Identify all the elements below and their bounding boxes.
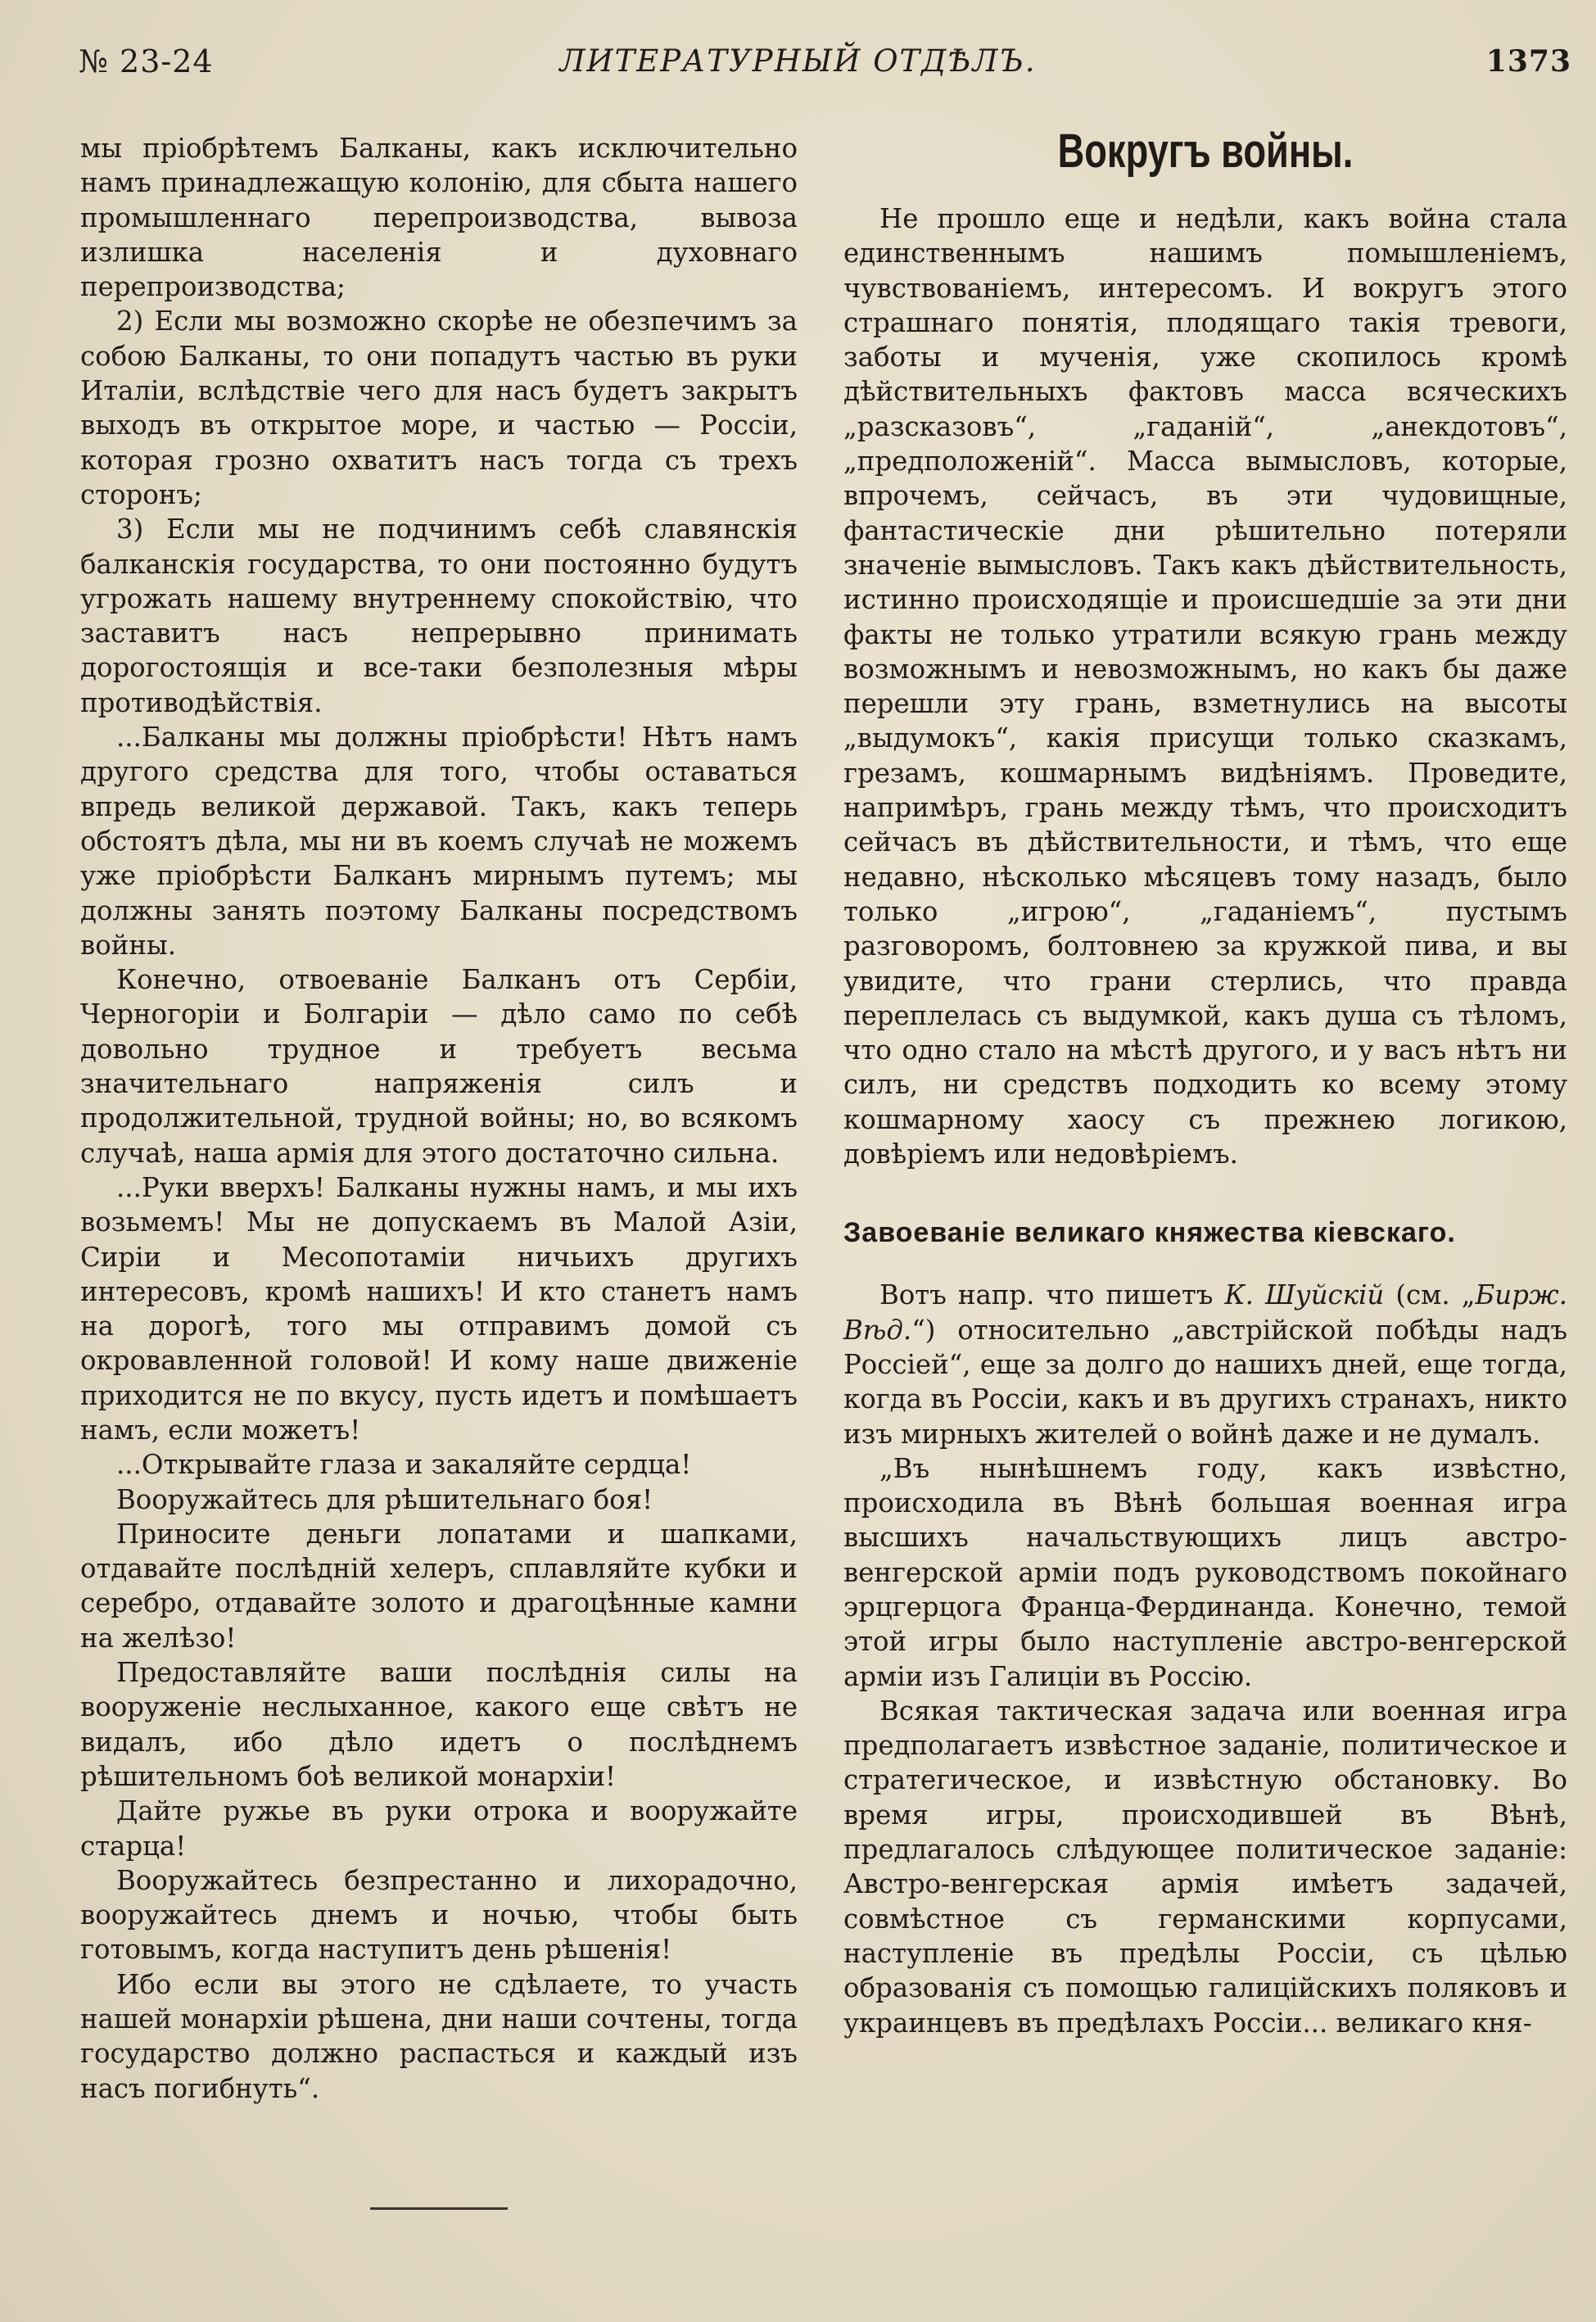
source-name: Бирж. Вѣд. xyxy=(843,1279,1567,1346)
section-title: Завоеваніе великаго княжества кіевскаго. xyxy=(843,1217,1456,1249)
paragraph: 2) Если мы возможно скорѣе не обезпечимъ за собою Балканы, то они попадутъ частью въ руки Италіи, вслѣдствіе чего для насъ будетъ закрытъ выходъ въ открытое море, и частью — Россіи, которая грозно охватитъ насъ тогда съ трехъ сторонъ; xyxy=(80,306,798,510)
paragraph: Вооружайтесь безпрестанно и лихорадочно, вооружайтесь днемъ и ночью, чтобы быть готовымъ, когда наступитъ день рѣшенія! xyxy=(80,1864,798,1966)
paragraph: ...Открывайте глаза и закаляйте сердца! xyxy=(116,1449,692,1481)
end-divider xyxy=(370,2207,508,2210)
paragraph: Ибо если вы этого не сдѣлаете, то участь нашей монархіи рѣшена, дни наши сочтены, тогда государство должно распасться и каждый изъ насъ погибнуть“. xyxy=(80,1968,798,2104)
paragraph: Конечно, отвоеваніе Балканъ отъ Сербіи, Черногоріи и Болгаріи — дѣло само по себѣ довольно трудное и требуетъ весьма значительнаго напряженія силъ и продолжительной, трудной войны; но, во всякомъ случаѣ, наша армія для этого достаточно сильна. xyxy=(80,964,798,1169)
right-column xyxy=(843,123,1567,2040)
left-column xyxy=(80,131,798,2106)
issue-number: № 23-24 xyxy=(79,43,214,79)
paragraph: 3) Если мы не подчинимъ себѣ славянскія балканскія государства, то они постоянно будутъ угрожать нашему внутреннему спокойствію, что заставитъ насъ непрерывно принимать дорогостоящія и все-таки безполезныя мѣры противодѣйствія. xyxy=(80,514,798,718)
text-span: (см. „ xyxy=(1384,1279,1476,1311)
article-title: Вокругъ войны. xyxy=(1057,124,1354,178)
text-span: Вотъ напр. что пишетъ xyxy=(879,1279,1225,1311)
paragraph: мы пріобрѣтемъ Балканы, какъ исключительно намъ принадлежащую колонію, для сбыта нашего промышленнаго перепроизводства, вывоза излишка населенія и духовнаго перепроизводства; xyxy=(80,133,798,303)
paragraph: ...Руки вверхъ! Балканы нужны намъ, и мы ихъ возьмемъ! Мы не допускаемъ въ Малой Азіи, Сиріи и Месопотаміи ничьихъ другихъ интересовъ, кромѣ нашихъ! И кто станетъ намъ на дорогѣ, того мы отправимъ домой съ окровавленной головой! И кому наше движеніе приходится не по вкусу, пусть идетъ и помѣшаетъ намъ, если можетъ! xyxy=(80,1171,798,1446)
text-span: “) относительно „австрійской побѣды надъ Россіей“, еще за долго до нашихъ дней, еще тогда, когда въ Россіи, какъ и въ другихъ странахъ, никто изъ мирныхъ жителей о войнѣ даже и не думалъ. xyxy=(843,1314,1567,1450)
paragraph: Вооружайтесь для рѣшительнаго боя! xyxy=(116,1483,653,1515)
paragraph: Дайте ружье въ руки отрока и вооружайте старца! xyxy=(80,1795,798,1862)
author-name: К. Шуйскій xyxy=(1224,1279,1385,1311)
page-number: 1373 xyxy=(1485,44,1571,79)
paragraph: Всякая тактическая задача или военная игра предполагаетъ извѣстное заданіе, политическое и стратегическое, и извѣстную обстановку. Во время игры, происходившей въ Вѣнѣ, предлагалось слѣдующее политическое заданіе: Австро-венгерская армія имѣетъ задачей, совмѣстное съ германскими корпусами, наступленіе въ предѣлы Россіи, съ цѣлью образованія съ помощью галиційскихъ поляковъ и украинцевъ въ предѣлахъ Россіи... великаго кня- xyxy=(843,1695,1567,2039)
paragraph xyxy=(843,1278,1567,1451)
paragraph: ...Балканы мы должны пріобрѣсти! Нѣтъ намъ другого средства для того, чтобы оставаться впредь великой державой. Такъ, какъ теперь обстоятъ дѣла, мы ни въ коемъ случаѣ не можемъ уже пріобрѣсти Балканъ мирнымъ путемъ; мы должны занять поэтому Балканы посредствомъ войны. xyxy=(80,722,798,961)
section-header: ЛИТЕРАТУРНЫЙ ОТДѢЛЪ. xyxy=(559,43,1037,79)
paragraph: Приносите деньги лопатами и шапками, отдавайте послѣдній хелеръ, сплавляйте кубки и серебро, отдавайте золото и драгоцѣнные камни на желѣзо! xyxy=(80,1518,798,1654)
paragraph: Предоставляйте ваши послѣднія силы на вооруженіе неслыханное, какого еще свѣтъ не видалъ, ибо дѣло идетъ о послѣднемъ рѣшительномъ боѣ великой монархіи! xyxy=(80,1657,798,1792)
intro-paragraph: Не прошло еще и недѣли, какъ война стала единственнымъ нашимъ помышленіемъ, чувствованіемъ, интересомъ. И вокругъ этого страшнаго понятія, плодящаго такія тревоги, заботы и мученія, уже скопилось кромѣ дѣйствительныхъ фактовъ масса всяческихъ „разсказовъ“, „гаданій“, „анекдотовъ“, „предположеній“. Масса вымысловъ, которые, впрочемъ, сейчасъ, въ эти чудовищные, фантастическіе дни рѣшительно потеряли значеніе вымысловъ. Такъ какъ дѣйствительность, истинно происходящіе и происшедшіе за эти дни факты не только утратили всякую грань между возможнымъ и невозможнымъ, но какъ бы даже перешли эту грань, взметнулись на высоты „выдумокъ“, какія присущи только сказкамъ, грезамъ, кошмарнымъ видѣніямъ. Проведите, напримѣръ, грань между тѣмъ, что происходитъ сейчасъ въ дѣйствительности, и тѣмъ, что еще недавно, нѣсколько мѣсяцевъ тому назадъ, было только „игрою“, „гаданіемъ“, пустымъ разговоромъ, болтовнею за кружкой пива, и вы увидите, что грани стерлись, что правда переплелась съ выдумкой, какъ душа съ тѣломъ, что одно стало на мѣстѣ другого, и у васъ нѣтъ ни силъ, ни средствъ подходить ко всему этому кошмарному хаосу съ прежнею логикою, довѣріемъ или недовѣріемъ. xyxy=(843,203,1567,1170)
paragraph: „Въ нынѣшнемъ году, какъ извѣстно, происходила въ Вѣнѣ большая военная игра высшихъ начальствующихъ лицъ австро-венгерской арміи подъ руководствомъ покойнаго эрцгерцога Франца-Фердинанда. Конечно, темой этой игры было наступленіе австро-венгерской арміи изъ Галиціи въ Россію. xyxy=(843,1452,1567,1692)
